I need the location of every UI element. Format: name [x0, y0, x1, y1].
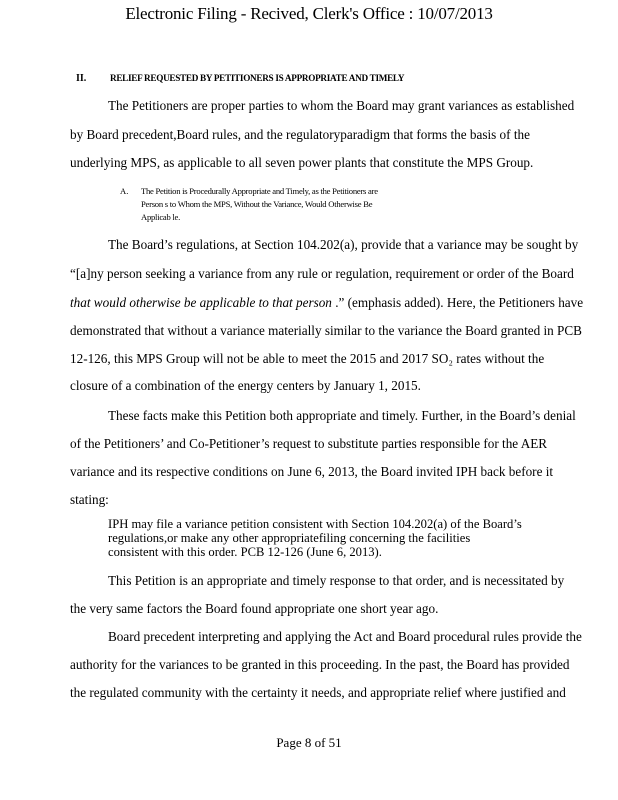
paragraph-text: .” (emphasis added). Here, the Petitioners have: [331, 295, 584, 310]
paragraph-line: The Board’s regulations, at Section 104.202(a), provide that a variance may be sought by: [108, 237, 579, 252]
paragraph-line: authority for the variances to be granted in this proceeding. In the past, the Board has provided: [70, 657, 570, 672]
block-quote-line: consistent with this order. PCB 12-126 (June 6, 2013).: [108, 545, 382, 559]
paragraph-line: the very same factors the Board found appropriate one short year ago.: [70, 601, 439, 616]
paragraph-line: variance and its respective conditions on June 6, 2013, the Board invited IPH back before it: [70, 464, 554, 479]
page-number: Page 8 of 51: [276, 735, 342, 750]
block-quote-line: regulations,or make any other appropriatefiling concerning the facilities: [108, 531, 471, 545]
paragraph-line: by Board precedent,Board rules, and the regulatoryparadigm that forms the basis of the: [70, 127, 530, 142]
subsection-heading-line: Person s to Whom the MPS, Without the Variance, Would Otherwise Be: [141, 199, 373, 209]
paragraph-line: Board precedent interpreting and applying the Act and Board procedural rules provide the: [108, 629, 582, 644]
paragraph-line: 12-126, this MPS Group will not be able to meet the 2015 and 2017 SO₂ rates without the: [70, 351, 545, 366]
paragraph-line: closure of a combination of the energy centers by January 1, 2015.: [70, 378, 421, 393]
paragraph-line: This Petition is an appropriate and timely response to that order, and is necessitated by: [108, 573, 565, 588]
paragraph-line: The Petitioners are proper parties to whom the Board may grant variances as established: [108, 98, 575, 113]
paragraph-line: [70, 295, 583, 311]
subsection-heading-line: Applicab le.: [141, 212, 180, 222]
subsection-letter: A.: [120, 186, 129, 196]
section-title: RELIEF REQUESTED BY PETITIONERS IS APPROPRIATE AND TIMELY: [110, 73, 405, 83]
electronic-filing-header: Electronic Filing - Recived, Clerk's Office : 10/07/2013: [125, 4, 493, 23]
paragraph-line: demonstrated that without a variance materially similar to the variance the Board granted in PCB: [70, 323, 582, 338]
paragraph-line: underlying MPS, as applicable to all seven power plants that constitute the MPS Group.: [70, 155, 534, 170]
paragraph-line: stating:: [70, 492, 109, 507]
subsection-heading-line: The Petition is Procedurally Appropriate and Timely, as the Petitioners are: [141, 186, 378, 196]
paragraph-line: “[a]ny person seeking a variance from any rule or regulation, requirement or order of the Board: [70, 266, 574, 281]
block-quote-line: IPH may file a variance petition consistent with Section 104.202(a) of the Board’s: [108, 517, 522, 531]
paragraph-line: of the Petitioners’ and Co-Petitioner’s request to substitute parties responsible for the AER: [70, 436, 548, 451]
paragraph-line: the regulated community with the certainty it needs, and appropriate relief where justified and: [70, 685, 566, 700]
section-number: II.: [76, 73, 87, 84]
emphasized-quote: that would otherwise be applicable to that person: [70, 295, 332, 310]
paragraph-line: These facts make this Petition both appropriate and timely. Further, in the Board’s denial: [108, 408, 576, 423]
